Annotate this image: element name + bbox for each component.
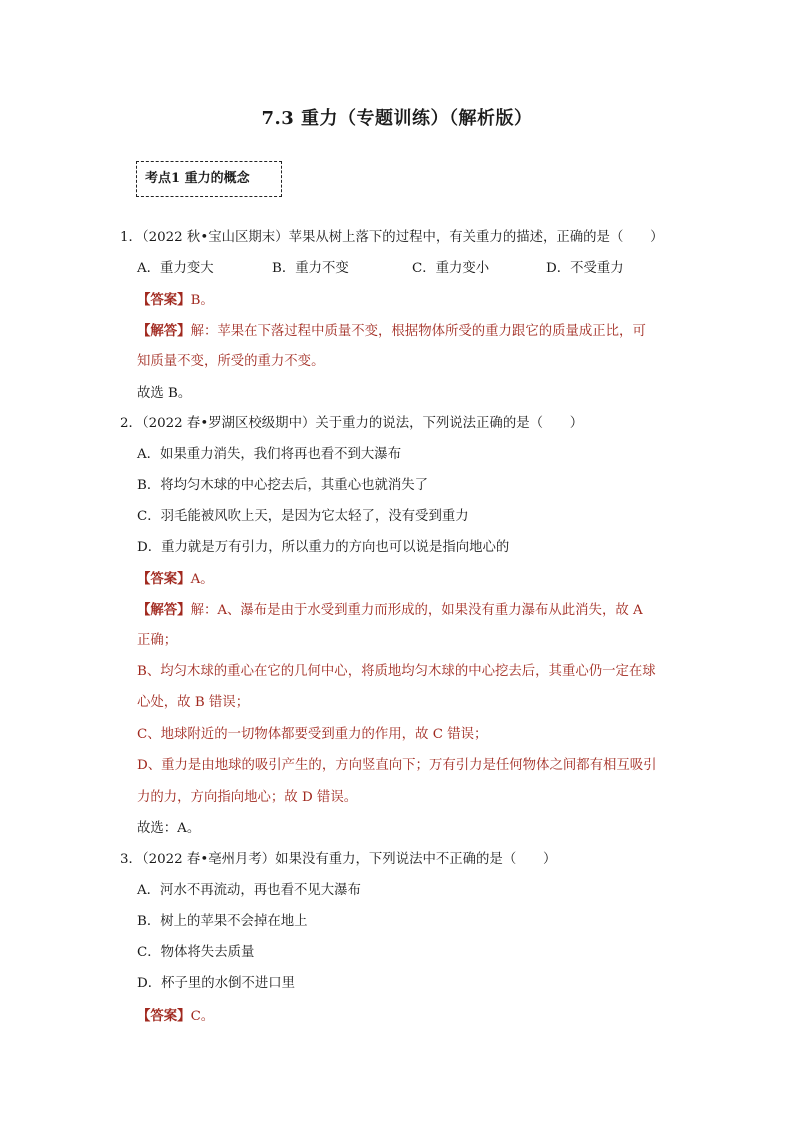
- q1-option-b: B．重力不变: [272, 261, 349, 276]
- q1-answer-tag: 【答案】: [137, 292, 191, 308]
- q2-analysis-line-7: 力的力，方向指向地心；故 D 错误。: [137, 790, 358, 805]
- q2-analysis-tag: 【解答】: [137, 602, 191, 618]
- q2-analysis-line-1: [137, 600, 643, 621]
- q2-answer: [137, 569, 214, 590]
- q3-option-c: C．物体将失去质量: [137, 945, 255, 960]
- q2-option-c: C．羽毛能被风吹上天，是因为它太轻了，没有受到重力: [137, 509, 469, 524]
- q2-analysis-line-5: C、地球附近的一切物体都要受到重力的作用，故 C 错误；: [137, 727, 488, 742]
- q3-option-b: B．树上的苹果不会掉在地上: [137, 914, 308, 929]
- q1-option-a: A．重力变大: [137, 261, 214, 276]
- q2-analysis-line-6: D、重力是由地球的吸引产生的，方向竖直向下；万有引力是任何物体之间都有相互吸引: [137, 758, 657, 773]
- q1-analysis-tag: 【解答】: [137, 323, 191, 339]
- q1-option-c: C．重力变小: [412, 261, 490, 276]
- q1-analysis-line-1: [137, 321, 646, 342]
- q2-answer-tag: 【答案】: [137, 571, 191, 587]
- q1-analysis-line-2: 知质量不变，所受的重力不变。: [137, 354, 325, 369]
- page-title: 7.3 重力（专题训练）（解析版）: [261, 108, 533, 129]
- q1-answer-value: B。: [190, 293, 214, 308]
- q3-stem: 3．（2022 春•亳州月考）如果没有重力，下列说法中不正确的是（ ）: [120, 852, 557, 867]
- q1-conclusion: 故选 B。: [137, 386, 192, 401]
- q3-answer-value: C。: [190, 1009, 215, 1024]
- q2-analysis-line-2: 正确；: [137, 633, 178, 648]
- q2-analysis-line-3: B、均匀木球的重心在它的几何中心，将质地均匀木球的中心挖去后，其重心仍一定在球: [137, 664, 656, 679]
- q1-stem: 1．（2022 秋•宝山区期末）苹果从树上落下的过程中，有关重力的描述，正确的是（ ）: [120, 230, 664, 245]
- q1-option-d: D．不受重力: [546, 261, 624, 276]
- q2-conclusion: 故选：A。: [137, 821, 201, 836]
- q2-answer-value: A。: [190, 572, 214, 587]
- q2-option-d: D．重力就是万有引力，所以重力的方向也可以说是指向地心的: [137, 540, 510, 555]
- q3-answer: [137, 1006, 214, 1027]
- q2-option-b: B．将均匀木球的中心挖去后，其重心也就消失了: [137, 478, 429, 493]
- q3-answer-tag: 【答案】: [137, 1008, 191, 1024]
- q2-analysis-text-1: 解：A、瀑布是由于水受到重力而形成的，如果没有重力瀑布从此消失，故 A: [190, 603, 643, 618]
- q3-option-d: D．杯子里的水倒不进口里: [137, 976, 296, 991]
- q1-analysis-text-1: 解：苹果在下落过程中质量不变，根据物体所受的重力跟它的质量成正比，可: [190, 324, 646, 339]
- q2-analysis-line-4: 心处，故 B 错误；: [137, 695, 250, 710]
- section-box: 考点1 重力的概念: [136, 161, 282, 197]
- q1-answer: [137, 290, 214, 311]
- q2-option-a: A．如果重力消失，我们将再也看不到大瀑布: [137, 447, 402, 462]
- q2-stem: 2．（2022 春•罗湖区校级期中）关于重力的说法，下列说法正确的是（ ）: [120, 416, 584, 431]
- q3-option-a: A．河水不再流动，再也看不见大瀑布: [137, 883, 361, 898]
